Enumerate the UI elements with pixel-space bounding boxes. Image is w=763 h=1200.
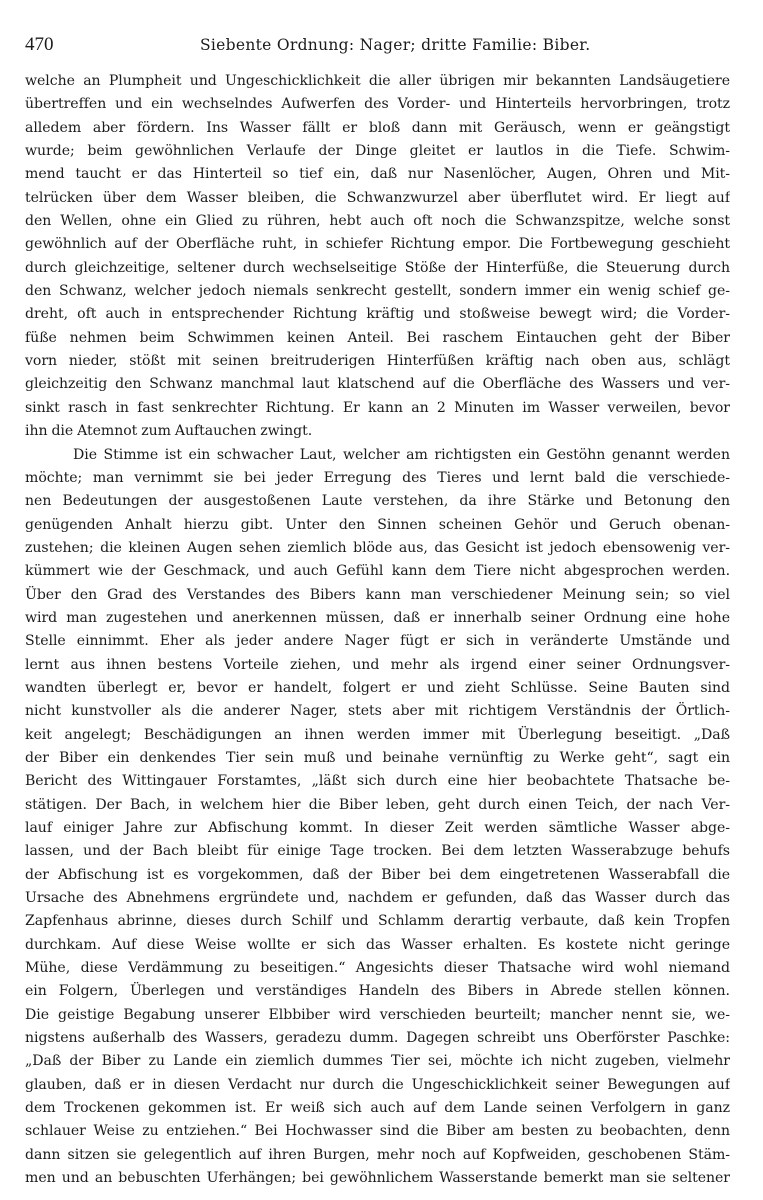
text-line: nen Bedeutungen der ausgestoßenen Laute verstehen, da ihre Stärke und Betonung den — [25, 493, 730, 510]
text-line: vorn nieder, stößt mit seinen breitruderigen Hinterfüßen kräftig nach oben aus, schlägt — [25, 353, 730, 370]
text-line: alledem aber fördern. Ins Wasser fällt er bloß dann mit Geräusch, wenn er geängstigt — [25, 119, 730, 136]
running-head: Siebente Ordnung: Nager; dritte Familie: Biber. — [200, 36, 591, 54]
text-line: den Schwanz, welcher jedoch niemals senkrecht gestellt, sondern immer ein wenig schief ge- — [25, 283, 730, 300]
text-line: ihn die Atemnot zum Auftauchen zwingt. — [25, 423, 313, 440]
text-line: füße nehmen beim Schwimmen keinen Anteil. Bei raschem Eintauchen geht der Biber — [25, 329, 730, 346]
text-line: Bericht des Wittingauer Forstamtes, „läßt sich durch eine hier beobachtete Thatsache be- — [25, 773, 730, 790]
text-line: lauf einiger Jahre zur Abfischung kommt. In dieser Zeit werden sämtliche Wasser abge- — [25, 820, 730, 836]
text-line: zustehen; die kleinen Augen sehen ziemlich blöde aus, das Gesicht ist jedoch ebensowenig ver- — [25, 539, 730, 556]
text-line: wird man zugestehen und anerkennen müssen, daß er innerhalb seiner Ordnung eine hohe — [25, 609, 730, 626]
text-line: Über den Grad des Verstandes des Bibers kann man verschiedener Meinung sein; so viel — [25, 586, 730, 603]
text-line: mend taucht er das Hinterteil so tief ein, daß nur Nasenlöcher, Augen, Ohren und Mit- — [25, 166, 730, 183]
text-line: men und an bebuschten Uferhängen; bei gewöhnlichem Wasserstande bemerkt man sie seltener — [25, 1170, 730, 1187]
text-line: Die geistige Begabung unserer Elbbiber wird verschieden beurteilt; mancher nennt sie, we- — [25, 1006, 730, 1023]
page-number: 470 — [25, 34, 54, 55]
text-line: durchkam. Auf diese Weise wollte er sich das Wasser erhalten. Es kostete nicht geringe — [25, 936, 730, 953]
text-line: gewöhnlich auf der Oberfläche ruht, in schiefer Richtung empor. Die Fortbewegung geschieht — [25, 236, 730, 253]
text-line: Mühe, diese Verdämmung zu beseitigen.“ Angesichts dieser Thatsache wird wohl niemand — [25, 960, 730, 977]
text-line: ein Folgern, Überlegen und verständiges Handeln des Bibers in Abrede stellen können. — [25, 983, 730, 1000]
text-line: Stelle einnimmt. Eher als jeder andere Nager fügt er sich in veränderte Umstände und — [25, 633, 730, 650]
text-line: möchte; man vernimmt sie bei jeder Erregung des Tieres und lernt bald die verschiede- — [25, 469, 730, 486]
text-line: nigstens außerhalb des Wassers, geradezu dumm. Dagegen schreibt uns Oberförster Paschke: — [25, 1030, 730, 1047]
text-line: wandten überlegt er, bevor er handelt, folgert er und zieht Schlüsse. Seine Bauten sind — [25, 679, 730, 696]
text-line: „Daß der Biber zu Lande ein ziemlich dummes Tier sei, möchte ich nicht zugeben, vielmehr — [25, 1053, 730, 1070]
text-line: der Biber ein denkendes Tier sein muß und beinahe vernünftig zu Werke geht“, sagt ein — [25, 749, 730, 766]
text-line: der Abfischung ist es vorgekommen, daß der Biber bei dem eingetretenen Wasserabfall die — [25, 866, 730, 883]
text-line: gleichzeitig den Schwanz manchmal laut klatschend auf die Oberfläche des Wassers und ver- — [25, 376, 730, 393]
text-line: welche an Plumpheit und Ungeschicklichkeit die aller übrigen mir bekannten Landsäugetiere — [25, 73, 730, 89]
text-line: sinkt rasch in fast senkrechter Richtung. Er kann an 2 Minuten im Wasser verweilen, bevor — [25, 399, 730, 416]
text-line: dreht, oft auch in entsprechender Richtung kräftig und stoßweise bewegt wird; die Vorder- — [25, 306, 730, 323]
text-line: Die Stimme ist ein schwacher Laut, welcher am richtigsten ein Gestöhn genannt werden — [73, 446, 730, 463]
text-line: durch gleichzeitige, seltener durch wechselseitige Stöße der Hinterfüße, die Steuerung durch — [25, 259, 730, 276]
text-line: telrücken über dem Wasser bleiben, die Schwanzwurzel aber überflutet wird. Er liegt auf — [25, 189, 730, 206]
text-line: lassen, und der Bach bleibt für einige Tage trocken. Bei dem letzten Wasserabzuge behufs — [25, 843, 730, 860]
text-line: übertreffen und ein wechselndes Aufwerfen des Vorder- und Hinterteils hervorbringen, trotz — [25, 96, 730, 113]
text-line: lernt aus ihnen bestens Vorteile ziehen, und mehr als irgend einer seiner Ordnungsver- — [25, 656, 730, 673]
text-line: nicht kunstvoller als die anderer Nager, stets aber mit richtigem Verständnis der Örtlich- — [25, 703, 730, 720]
text-line: Ursache des Abnehmens ergründete und, nachdem er gefunden, daß das Wasser durch das — [25, 890, 730, 907]
text-line: keit angelegt; Beschädigungen an ihnen werden immer mit Überlegung beseitigt. „Daß — [25, 726, 730, 743]
text-line: glauben, daß er in diesen Verdacht nur durch die Ungeschicklichkeit seiner Bewegungen auf — [25, 1076, 730, 1093]
text-line: den Wellen, ohne ein Glied zu rühren, hebt auch oft noch die Schwanzspitze, welche sonst — [25, 213, 730, 230]
text-line: dem Trockenen gekommen ist. Er weiß sich auch auf dem Lande seinen Verfolgern in ganz — [25, 1100, 730, 1117]
text-line: schlauer Weise zu entziehen.“ Bei Hochwasser sind die Biber am besten zu beobachten, denn — [25, 1123, 730, 1140]
text-line: kümmert wie der Geschmack, und auch Gefühl kann dem Tiere nicht abgesprochen werden. — [25, 563, 730, 580]
text-line: genügenden Anhalt hierzu gibt. Unter den Sinnen scheinen Gehör und Geruch obenan- — [25, 516, 730, 533]
text-line: Zapfenhaus abrinne, dieses durch Schilf und Schlamm derartig verbaute, daß kein Tropfen — [25, 913, 730, 930]
text-line: dann sitzen sie gelegentlich auf ihren Burgen, mehr noch auf Kopfweiden, geschobenen Stäm- — [25, 1146, 730, 1163]
text-line: stätigen. Der Bach, in welchem hier die Biber leben, geht durch einen Teich, der nach Ver- — [25, 796, 730, 813]
text-line: wurde; beim gewöhnlichen Verlaufe der Dinge gleitet er lautlos in die Tiefe. Schwim- — [25, 143, 730, 160]
page-header — [25, 34, 735, 60]
body-text — [25, 70, 730, 1191]
